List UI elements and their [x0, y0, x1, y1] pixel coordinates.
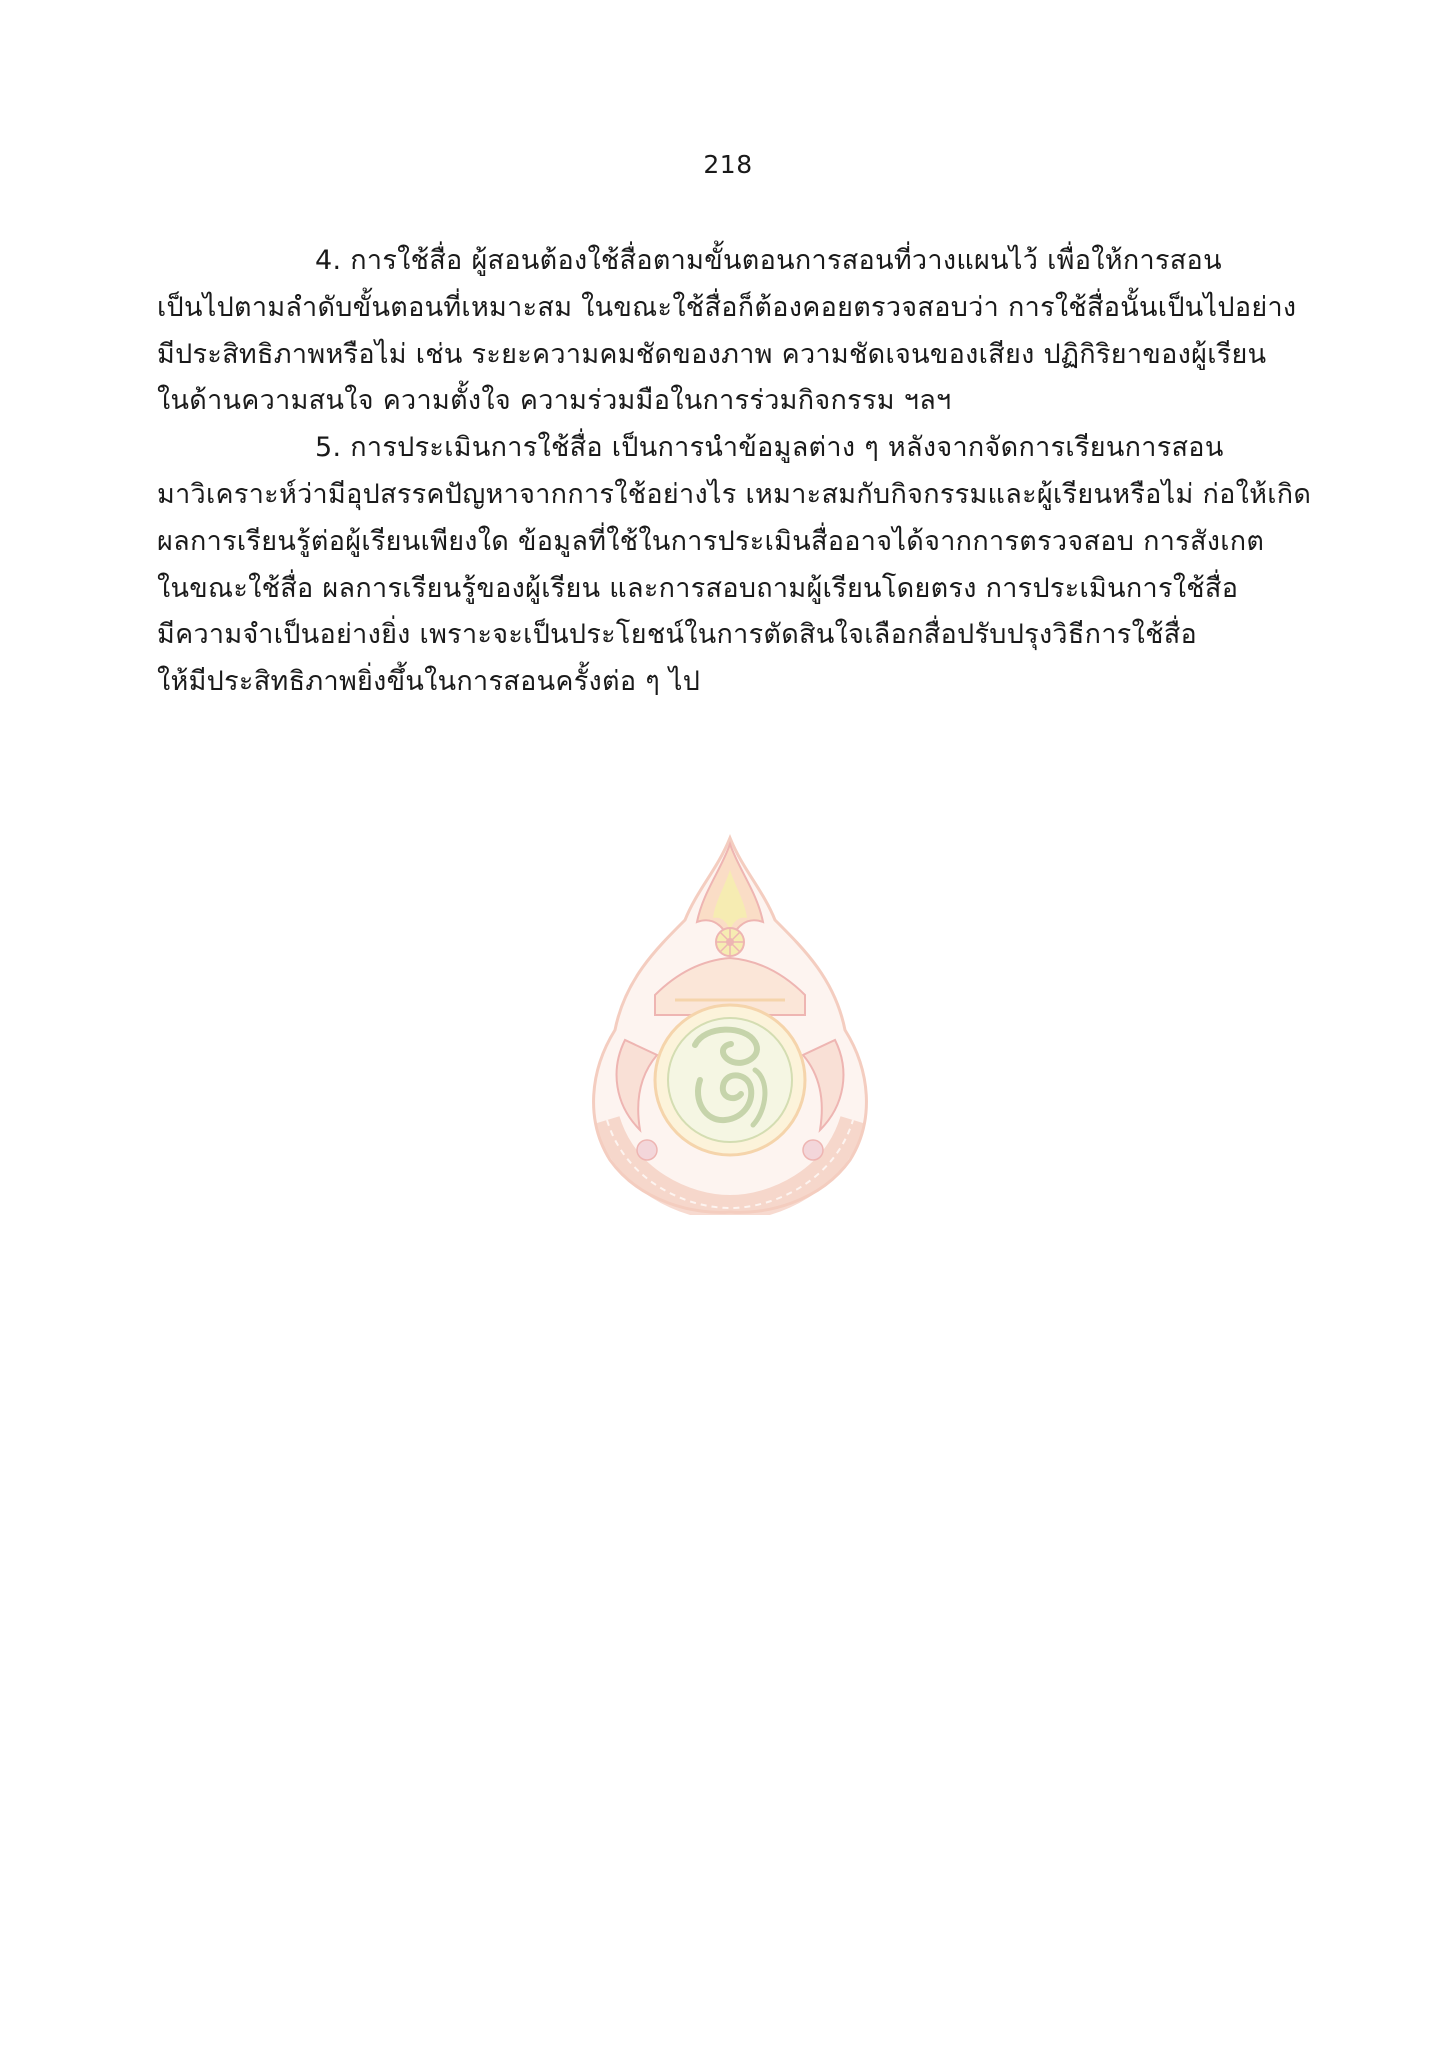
text-line: 5. การประเมินการใช้สื่อ เป็นการนำข้อมูลต่าง ๆ หลังจากจัดการเรียนการสอน: [315, 432, 1224, 464]
text-line: ให้มีประสิทธิภาพยิ่งขึ้นในการสอนครั้งต่อ ๆ ไป: [157, 666, 701, 698]
text-line: เป็นไปตามลำดับขั้นตอนที่เหมาะสม ในขณะใช้สื่อก็ต้องคอยตรวจสอบว่า การใช้สื่อนั้นเป็นไปอย่าง: [157, 291, 1297, 323]
text-line: ในขณะใช้สื่อ ผลการเรียนรู้ของผู้เรียน และการสอบถามผู้เรียนโดยตรง การประเมินการใช้สื่อ: [157, 572, 1239, 604]
text-line: ในด้านความสนใจ ความตั้งใจ ความร่วมมือในการร่วมกิจกรรม ฯลฯ: [157, 385, 952, 417]
text-line: 4. การใช้สื่อ ผู้สอนต้องใช้สื่อตามขั้นตอนการสอนที่วางแผนไว้ เพื่อให้การสอน: [315, 245, 1222, 276]
body-text: [157, 238, 1317, 706]
text-line: มีประสิทธิภาพหรือไม่ เช่น ระยะความคมชัดของภาพ ความชัดเจนของเสียง ปฏิกิริยาของผู้เรียน: [157, 338, 1267, 370]
paragraph-media-use: [157, 238, 1317, 425]
page-number: 218: [703, 150, 753, 179]
ministry-emblem-icon: [585, 830, 875, 1215]
text-line: ผลการเรียนรู้ต่อผู้เรียนเพียงใด ข้อมูลที่ใช้ในการประเมินสื่ออาจได้จากการตรวจสอบ การสังเกต: [157, 525, 1265, 557]
paragraph-media-evaluation: [157, 425, 1317, 706]
text-line: มีความจำเป็นอย่างยิ่ง เพราะจะเป็นประโยชน์ในการตัดสินใจเลือกสื่อปรับปรุงวิธีการใช้สื่อ: [157, 619, 1197, 651]
text-line: มาวิเคราะห์ว่ามีอุปสรรคปัญหาจากการใช้อย่างไร เหมาะสมกับกิจกรรมและผู้เรียนหรือไม่ ก่อให้เกิด: [157, 478, 1312, 510]
